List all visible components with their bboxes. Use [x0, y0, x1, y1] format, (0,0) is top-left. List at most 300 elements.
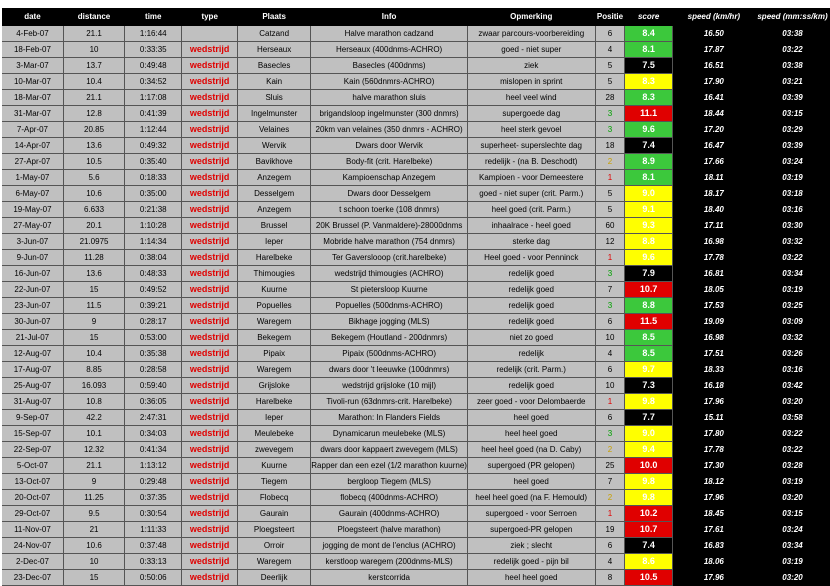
cell-positie: 60 [595, 218, 625, 234]
cell-distance: 13.6 [63, 266, 124, 282]
cell-date: 23-Jun-07 [2, 298, 63, 314]
cell-speed-kmh: 17.20 [672, 122, 755, 138]
table-row [2, 250, 830, 266]
cell-speed-kmh: 17.51 [672, 346, 755, 362]
cell-opmerking: heel goed [467, 474, 595, 490]
cell-speed-kmh: 17.61 [672, 522, 755, 538]
cell-positie: 1 [595, 170, 625, 186]
cell-score: 9.1 [625, 202, 672, 218]
cell-time: 0:53:00 [125, 330, 182, 346]
cell-positie: 3 [595, 426, 625, 442]
cell-time: 2:47:31 [125, 410, 182, 426]
header-speed-kmh: speed (km/hr) [672, 8, 755, 26]
cell-positie: 2 [595, 490, 625, 506]
cell-type: wedstrijd [182, 506, 238, 522]
header-row [2, 8, 830, 26]
cell-time: 0:34:03 [125, 426, 182, 442]
cell-time: 0:18:33 [125, 170, 182, 186]
cell-speed-pace: 03:42 [755, 378, 829, 394]
cell-plaats: Grijsloke [237, 378, 310, 394]
cell-speed-pace: 03:19 [755, 474, 829, 490]
table-row [2, 426, 830, 442]
cell-positie: 1 [595, 250, 625, 266]
cell-time: 0:37:48 [125, 538, 182, 554]
cell-speed-kmh: 18.45 [672, 506, 755, 522]
cell-info: Marathon: In Flanders Fields [311, 410, 468, 426]
cell-opmerking: inhaalrace - heel goed [467, 218, 595, 234]
cell-distance: 10.4 [63, 74, 124, 90]
cell-plaats: Thimougies [237, 266, 310, 282]
cell-date: 30-Jun-07 [2, 314, 63, 330]
cell-speed-pace: 03:28 [755, 458, 829, 474]
cell-plaats: Ingelmunster [237, 106, 310, 122]
cell-score: 8.1 [625, 42, 672, 58]
cell-time: 1:17:08 [125, 90, 182, 106]
table-row [2, 26, 830, 42]
cell-info: Bekegem (Houtland - 200dnmrs) [311, 330, 468, 346]
cell-type: wedstrijd [182, 138, 238, 154]
cell-info: Rapper dan een ezel (1/2 marathon kuurne) [311, 458, 468, 474]
cell-time: 0:21:38 [125, 202, 182, 218]
cell-type: wedstrijd [182, 106, 238, 122]
table-row [2, 218, 830, 234]
cell-speed-kmh: 16.47 [672, 138, 755, 154]
cell-speed-pace: 03:22 [755, 426, 829, 442]
cell-type: wedstrijd [182, 58, 238, 74]
cell-positie: 3 [595, 298, 625, 314]
cell-info: Dwars door Desselgem [311, 186, 468, 202]
cell-positie: 6 [595, 410, 625, 426]
header-positie: Positie [595, 8, 625, 26]
cell-score: 7.5 [625, 58, 672, 74]
cell-speed-kmh: 18.33 [672, 362, 755, 378]
cell-time: 0:28:17 [125, 314, 182, 330]
cell-speed-pace: 03:25 [755, 298, 829, 314]
cell-type: wedstrijd [182, 170, 238, 186]
cell-distance: 21 [63, 522, 124, 538]
table-row [2, 186, 830, 202]
cell-plaats: zwevegem [237, 442, 310, 458]
cell-info: 20km van velaines (350 dnmrs - ACHRO) [311, 122, 468, 138]
cell-opmerking: zwaar parcours-voorbereiding [467, 26, 595, 42]
cell-date: 23-Dec-07 [2, 570, 63, 586]
cell-opmerking: heel heel goed (na D. Caby) [467, 442, 595, 458]
cell-info: St pietersloop Kuurne [311, 282, 468, 298]
cell-info: Dynamicarun meulebeke (MLS) [311, 426, 468, 442]
header-plaats: Plaats [237, 8, 310, 26]
cell-date: 27-May-07 [2, 218, 63, 234]
cell-info: kerstcorrida [311, 570, 468, 586]
cell-info: dwars door kappaert zwevegem (MLS) [311, 442, 468, 458]
cell-positie: 6 [595, 538, 625, 554]
cell-time: 0:34:52 [125, 74, 182, 90]
cell-time: 0:30:54 [125, 506, 182, 522]
cell-info: Mobride halve marathon (754 dnmrs) [311, 234, 468, 250]
cell-opmerking: supergoed - voor Serroen [467, 506, 595, 522]
cell-distance: 10 [63, 42, 124, 58]
cell-distance: 13.6 [63, 138, 124, 154]
cell-opmerking: redelijk goed [467, 314, 595, 330]
cell-speed-kmh: 17.80 [672, 426, 755, 442]
cell-speed-kmh: 16.98 [672, 330, 755, 346]
cell-time: 1:12:44 [125, 122, 182, 138]
cell-speed-kmh: 18.05 [672, 282, 755, 298]
cell-speed-pace: 03:16 [755, 202, 829, 218]
cell-plaats: Wervik [237, 138, 310, 154]
cell-distance: 16.093 [63, 378, 124, 394]
table-row [2, 42, 830, 58]
cell-speed-kmh: 16.83 [672, 538, 755, 554]
cell-time: 0:48:33 [125, 266, 182, 282]
cell-distance: 12.32 [63, 442, 124, 458]
table-row [2, 490, 830, 506]
cell-time: 0:35:00 [125, 186, 182, 202]
cell-info: Bikhage jogging (MLS) [311, 314, 468, 330]
cell-score: 9.6 [625, 250, 672, 266]
cell-plaats: Kain [237, 74, 310, 90]
cell-positie: 6 [595, 26, 625, 42]
cell-time: 0:29:48 [125, 474, 182, 490]
cell-time: 0:35:38 [125, 346, 182, 362]
cell-type: wedstrijd [182, 458, 238, 474]
cell-distance: 15 [63, 282, 124, 298]
cell-score: 11.5 [625, 314, 672, 330]
cell-speed-pace: 03:34 [755, 266, 829, 282]
cell-speed-pace: 03:32 [755, 330, 829, 346]
cell-speed-pace: 03:32 [755, 234, 829, 250]
cell-positie: 25 [595, 458, 625, 474]
cell-speed-pace: 03:24 [755, 522, 829, 538]
cell-plaats: Flobecq [237, 490, 310, 506]
cell-distance: 6.633 [63, 202, 124, 218]
cell-score: 8.8 [625, 298, 672, 314]
table-row [2, 570, 830, 586]
cell-info: jogging de mont de l'enclus (ACHRO) [311, 538, 468, 554]
table-row [2, 106, 830, 122]
cell-type: wedstrijd [182, 426, 238, 442]
cell-opmerking: redelijk (crit. Parm.) [467, 362, 595, 378]
cell-date: 31-Aug-07 [2, 394, 63, 410]
cell-plaats: Popuelles [237, 298, 310, 314]
cell-speed-pace: 03:38 [755, 26, 829, 42]
cell-date: 11-Nov-07 [2, 522, 63, 538]
cell-score: 8.9 [625, 154, 672, 170]
cell-score: 8.5 [625, 330, 672, 346]
cell-distance: 21.0975 [63, 234, 124, 250]
race-results-table [2, 8, 830, 586]
cell-opmerking: ziek [467, 58, 595, 74]
cell-speed-pace: 03:15 [755, 106, 829, 122]
cell-date: 22-Sep-07 [2, 442, 63, 458]
cell-distance: 13.7 [63, 58, 124, 74]
cell-info: Herseaux (400dnms-ACHRO) [311, 42, 468, 58]
table-row [2, 154, 830, 170]
cell-opmerking: heel veel wind [467, 90, 595, 106]
cell-positie: 8 [595, 570, 625, 586]
cell-speed-kmh: 17.96 [672, 394, 755, 410]
cell-opmerking: niet zo goed [467, 330, 595, 346]
header-type: type [182, 8, 238, 26]
cell-speed-kmh: 17.53 [672, 298, 755, 314]
cell-score: 7.4 [625, 138, 672, 154]
cell-date: 7-Apr-07 [2, 122, 63, 138]
cell-type: wedstrijd [182, 378, 238, 394]
cell-type: wedstrijd [182, 42, 238, 58]
cell-distance: 12.8 [63, 106, 124, 122]
cell-opmerking: supergoed-PR gelopen [467, 522, 595, 538]
cell-speed-pace: 03:24 [755, 154, 829, 170]
cell-speed-pace: 03:30 [755, 218, 829, 234]
cell-opmerking: ziek ; slecht [467, 538, 595, 554]
cell-distance: 20.85 [63, 122, 124, 138]
cell-type: wedstrijd [182, 74, 238, 90]
cell-positie: 18 [595, 138, 625, 154]
cell-plaats: Kuurne [237, 458, 310, 474]
cell-speed-pace: 03:39 [755, 138, 829, 154]
cell-positie: 3 [595, 122, 625, 138]
table-row [2, 58, 830, 74]
cell-opmerking: redelijk goed [467, 298, 595, 314]
cell-speed-kmh: 17.96 [672, 570, 755, 586]
cell-plaats: Waregem [237, 362, 310, 378]
cell-distance: 21.1 [63, 90, 124, 106]
cell-distance: 42.2 [63, 410, 124, 426]
cell-opmerking: heel heel goed [467, 570, 595, 586]
cell-date: 14-Apr-07 [2, 138, 63, 154]
table-row [2, 234, 830, 250]
cell-speed-kmh: 17.78 [672, 442, 755, 458]
cell-score: 9.8 [625, 474, 672, 490]
cell-info: Basecles (400dnms) [311, 58, 468, 74]
cell-score: 10.7 [625, 282, 672, 298]
cell-speed-kmh: 18.11 [672, 170, 755, 186]
cell-type: wedstrijd [182, 442, 238, 458]
cell-date: 21-Jul-07 [2, 330, 63, 346]
table-row [2, 170, 830, 186]
cell-speed-pace: 03:20 [755, 394, 829, 410]
cell-type: wedstrijd [182, 186, 238, 202]
results-body [2, 26, 830, 586]
cell-info: Kampioenschap Anzegem [311, 170, 468, 186]
cell-positie: 5 [595, 186, 625, 202]
cell-speed-pace: 03:34 [755, 538, 829, 554]
cell-opmerking: redelijk goed [467, 378, 595, 394]
cell-speed-pace: 03:20 [755, 490, 829, 506]
cell-date: 10-Mar-07 [2, 74, 63, 90]
cell-time: 1:14:34 [125, 234, 182, 250]
table-row [2, 138, 830, 154]
cell-info: bergloop Tiegem (MLS) [311, 474, 468, 490]
table-row [2, 538, 830, 554]
cell-type: wedstrijd [182, 202, 238, 218]
cell-speed-pace: 03:19 [755, 554, 829, 570]
cell-distance: 20.1 [63, 218, 124, 234]
cell-positie: 2 [595, 442, 625, 458]
table-row [2, 554, 830, 570]
cell-distance: 9.5 [63, 506, 124, 522]
cell-opmerking: superheet- superslechte dag [467, 138, 595, 154]
table-row [2, 298, 830, 314]
cell-date: 13-Oct-07 [2, 474, 63, 490]
cell-score: 8.4 [625, 26, 672, 42]
cell-speed-pace: 03:39 [755, 90, 829, 106]
cell-speed-kmh: 18.06 [672, 554, 755, 570]
cell-opmerking: redelijk - (na B. Deschodt) [467, 154, 595, 170]
cell-date: 20-Oct-07 [2, 490, 63, 506]
cell-opmerking: heel sterk gevoel [467, 122, 595, 138]
cell-plaats: Anzegem [237, 170, 310, 186]
cell-plaats: Basecles [237, 58, 310, 74]
cell-plaats: Waregem [237, 314, 310, 330]
cell-distance: 10.6 [63, 186, 124, 202]
cell-opmerking: zeer goed - voor Delombaerde [467, 394, 595, 410]
cell-info: dwars door 't leeuwke (100dnmrs) [311, 362, 468, 378]
cell-score: 10.7 [625, 522, 672, 538]
cell-distance: 8.85 [63, 362, 124, 378]
table-row [2, 122, 830, 138]
cell-plaats: Bavikhove [237, 154, 310, 170]
cell-plaats: Gaurain [237, 506, 310, 522]
cell-plaats: Ieper [237, 410, 310, 426]
cell-time: 0:36:05 [125, 394, 182, 410]
table-row [2, 282, 830, 298]
cell-opmerking: mislopen in sprint [467, 74, 595, 90]
cell-time: 0:49:32 [125, 138, 182, 154]
header-time: time [125, 8, 182, 26]
cell-score: 7.3 [625, 378, 672, 394]
cell-positie: 3 [595, 106, 625, 122]
cell-speed-pace: 03:15 [755, 506, 829, 522]
cell-score: 9.7 [625, 362, 672, 378]
cell-date: 22-Jun-07 [2, 282, 63, 298]
cell-plaats: Harelbeke [237, 250, 310, 266]
cell-distance: 10.5 [63, 154, 124, 170]
cell-speed-kmh: 16.98 [672, 234, 755, 250]
cell-score: 8.6 [625, 554, 672, 570]
cell-speed-pace: 03:22 [755, 250, 829, 266]
cell-type: wedstrijd [182, 410, 238, 426]
cell-speed-pace: 03:09 [755, 314, 829, 330]
cell-time: 0:38:04 [125, 250, 182, 266]
cell-score: 10.5 [625, 570, 672, 586]
cell-speed-kmh: 18.40 [672, 202, 755, 218]
cell-time: 0:39:21 [125, 298, 182, 314]
cell-speed-kmh: 18.12 [672, 474, 755, 490]
cell-date: 12-Aug-07 [2, 346, 63, 362]
cell-distance: 21.1 [63, 26, 124, 42]
cell-type: wedstrijd [182, 234, 238, 250]
cell-opmerking: Kampioen - voor Demeestere [467, 170, 595, 186]
table-row [2, 314, 830, 330]
cell-type: wedstrijd [182, 122, 238, 138]
cell-type: wedstrijd [182, 522, 238, 538]
cell-score: 9.3 [625, 218, 672, 234]
cell-opmerking: redelijk goed [467, 282, 595, 298]
cell-plaats: Deerlijk [237, 570, 310, 586]
cell-speed-kmh: 16.41 [672, 90, 755, 106]
cell-distance: 10.1 [63, 426, 124, 442]
cell-date: 27-Apr-07 [2, 154, 63, 170]
cell-positie: 1 [595, 506, 625, 522]
cell-date: 16-Jun-07 [2, 266, 63, 282]
cell-type [182, 26, 238, 42]
cell-date: 5-Oct-07 [2, 458, 63, 474]
cell-plaats: Bekegem [237, 330, 310, 346]
cell-speed-kmh: 16.81 [672, 266, 755, 282]
cell-speed-pace: 03:20 [755, 570, 829, 586]
cell-time: 1:11:33 [125, 522, 182, 538]
cell-plaats: Brussel [237, 218, 310, 234]
cell-positie: 12 [595, 234, 625, 250]
cell-distance: 9 [63, 474, 124, 490]
cell-speed-kmh: 18.44 [672, 106, 755, 122]
cell-date: 19-May-07 [2, 202, 63, 218]
cell-opmerking: sterke dag [467, 234, 595, 250]
cell-speed-kmh: 16.18 [672, 378, 755, 394]
cell-speed-kmh: 18.17 [672, 186, 755, 202]
cell-speed-pace: 03:22 [755, 442, 829, 458]
cell-score: 7.9 [625, 266, 672, 282]
cell-date: 15-Sep-07 [2, 426, 63, 442]
table-row [2, 410, 830, 426]
cell-distance: 9 [63, 314, 124, 330]
cell-plaats: Catzand [237, 26, 310, 42]
cell-score: 9.4 [625, 442, 672, 458]
cell-positie: 7 [595, 474, 625, 490]
cell-info: flobecq (400dnms-ACHRO) [311, 490, 468, 506]
table-row [2, 442, 830, 458]
cell-distance: 15 [63, 330, 124, 346]
cell-date: 3-Jun-07 [2, 234, 63, 250]
cell-score: 8.3 [625, 74, 672, 90]
cell-date: 3-Mar-07 [2, 58, 63, 74]
table-row [2, 266, 830, 282]
cell-score: 10.2 [625, 506, 672, 522]
cell-opmerking: heel goed [467, 410, 595, 426]
cell-plaats: Pipaix [237, 346, 310, 362]
cell-speed-kmh: 17.66 [672, 154, 755, 170]
cell-info: wedstrijd grijsloke (10 mijl) [311, 378, 468, 394]
cell-date: 31-Mar-07 [2, 106, 63, 122]
cell-positie: 10 [595, 378, 625, 394]
cell-date: 1-May-07 [2, 170, 63, 186]
cell-distance: 11.25 [63, 490, 124, 506]
cell-distance: 15 [63, 570, 124, 586]
cell-info: 20K Brussel (P. Vanmaldere)-28000dnms [311, 218, 468, 234]
cell-speed-pace: 03:16 [755, 362, 829, 378]
cell-plaats: Tiegem [237, 474, 310, 490]
cell-speed-pace: 03:58 [755, 410, 829, 426]
header-date: date [2, 8, 63, 26]
cell-opmerking: supergoede dag [467, 106, 595, 122]
cell-time: 1:13:12 [125, 458, 182, 474]
cell-speed-pace: 03:21 [755, 74, 829, 90]
cell-time: 0:41:34 [125, 442, 182, 458]
cell-speed-pace: 03:29 [755, 122, 829, 138]
cell-type: wedstrijd [182, 346, 238, 362]
cell-score: 7.7 [625, 410, 672, 426]
cell-type: wedstrijd [182, 490, 238, 506]
table-row [2, 474, 830, 490]
cell-speed-kmh: 17.96 [672, 490, 755, 506]
cell-opmerking: heel goed (crit. Parm.) [467, 202, 595, 218]
cell-type: wedstrijd [182, 90, 238, 106]
cell-distance: 11.5 [63, 298, 124, 314]
cell-date: 17-Aug-07 [2, 362, 63, 378]
cell-time: 0:33:13 [125, 554, 182, 570]
cell-score: 9.8 [625, 394, 672, 410]
cell-type: wedstrijd [182, 538, 238, 554]
